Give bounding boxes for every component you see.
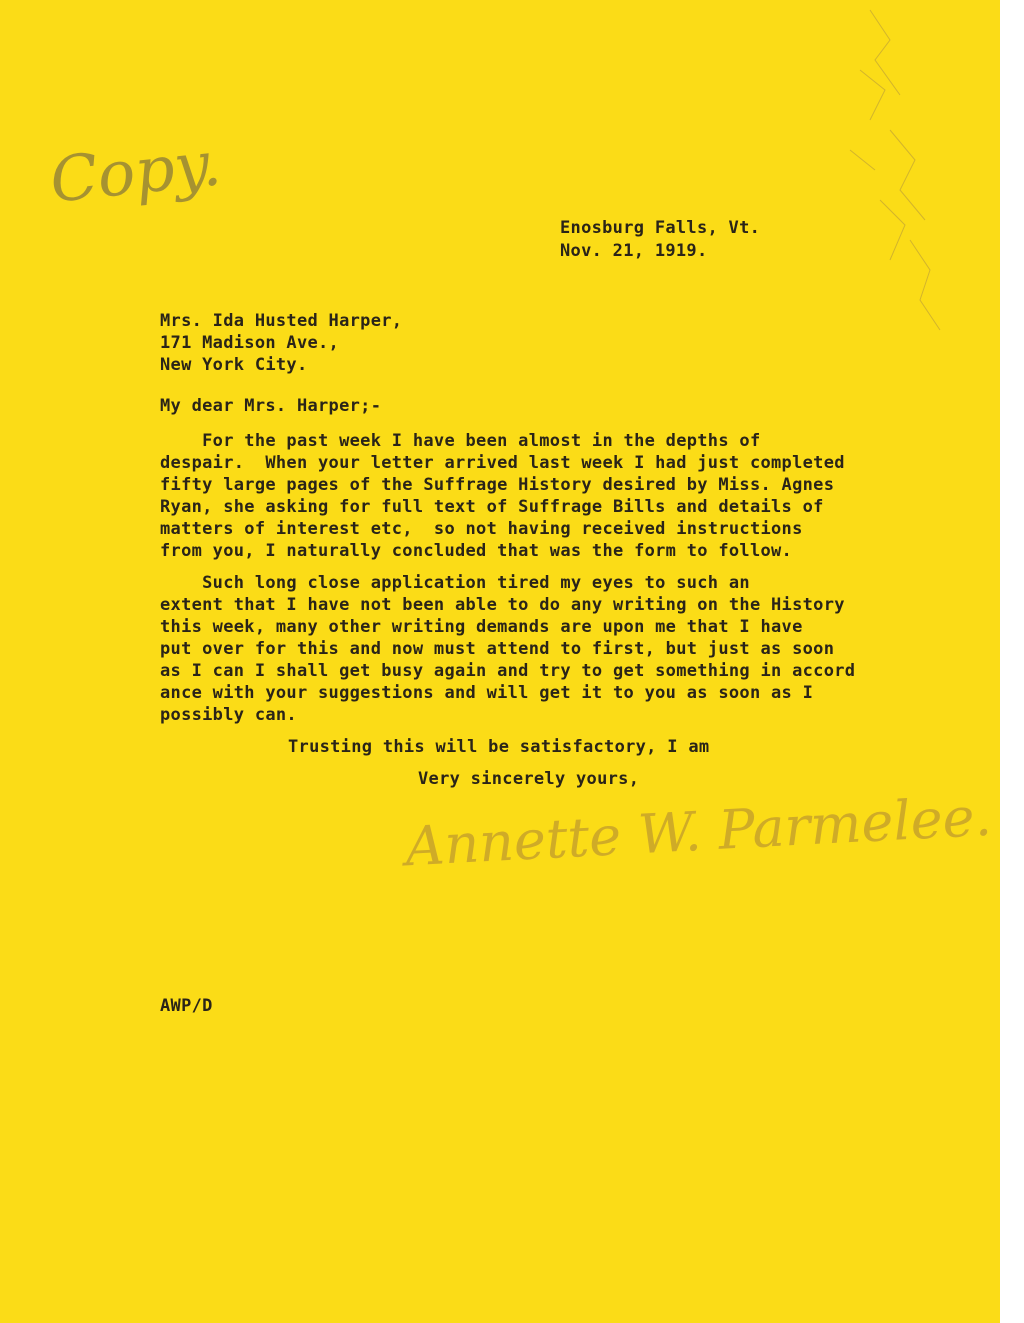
body-line: For the past week I have been almost in the depths of — [160, 431, 761, 451]
body-line: put over for this and now must attend to first, but just as soon — [160, 639, 835, 659]
handwritten-copy-note: Copy. — [46, 126, 225, 217]
closing-line: Trusting this will be satisfactory, I am — [288, 737, 710, 757]
scan-margin — [1000, 0, 1024, 1323]
body-line: Such long close application tired my eyes to such an — [160, 573, 750, 593]
recipient-name: Mrs. Ida Husted Harper, — [160, 311, 403, 331]
body-line: this week, many other writing demands are upon me that I have — [160, 617, 803, 637]
recipient-street: 171 Madison Ave., — [160, 333, 340, 353]
body-line: extent that I have not been able to do any writing on the History — [160, 595, 845, 615]
body-line: fifty large pages of the Suffrage History desired by Miss. Agnes — [160, 475, 835, 495]
body-line: matters of interest etc, so not having received instructions — [160, 519, 803, 539]
body-line: possibly can. — [160, 705, 297, 725]
place-line: Enosburg Falls, Vt. — [560, 218, 761, 238]
pencil-marks — [830, 0, 970, 340]
body-line: Ryan, she asking for full text of Suffrage Bills and details of — [160, 497, 824, 517]
closing: Very sincerely yours, — [418, 769, 640, 789]
body-line: despair. When your letter arrived last week I had just completed — [160, 453, 845, 473]
typist-initials: AWP/D — [160, 996, 213, 1016]
date-line: Nov. 21, 1919. — [560, 241, 708, 261]
salutation: My dear Mrs. Harper;- — [160, 396, 382, 416]
signature: Annette W. Parmelee. — [403, 784, 994, 879]
body-line: from you, I naturally concluded that was the form to follow. — [160, 541, 793, 561]
body-line: ance with your suggestions and will get it to you as soon as I — [160, 683, 814, 703]
recipient-city: New York City. — [160, 355, 308, 375]
body-line: as I can I shall get busy again and try to get something in accord — [160, 661, 856, 681]
